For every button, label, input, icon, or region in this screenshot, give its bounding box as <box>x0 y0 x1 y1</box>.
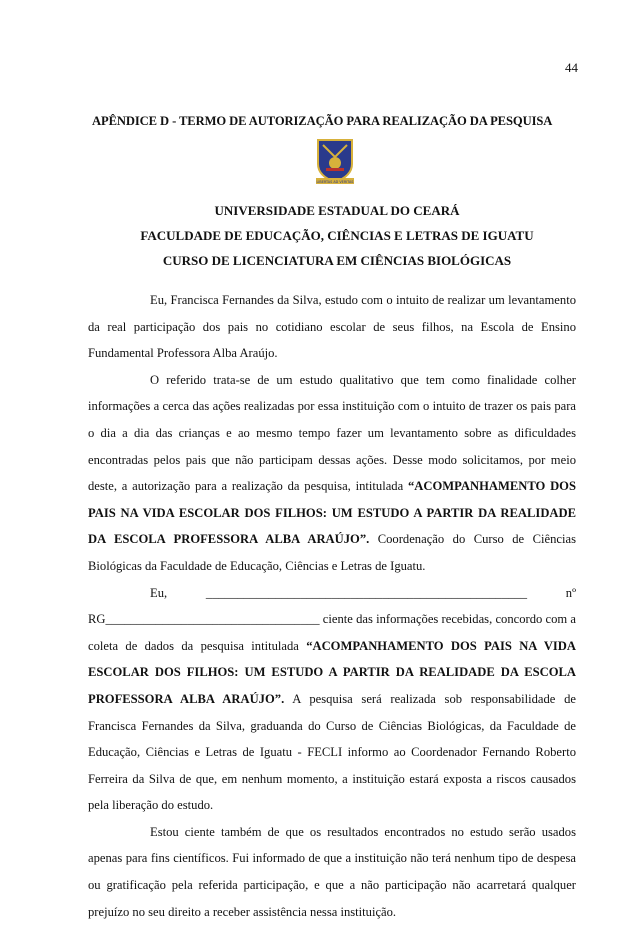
university-crest-icon <box>314 138 356 186</box>
paragraph-3-text-a: Eu, ___________________________________________________ nº RG__________________________________ ciente das informações recebidas, concordo com a coleta de dados da pesquisa intitulada <box>88 585 576 653</box>
course-heading: CURSO DE LICENCIATURA EM CIÊNCIAS BIOLÓGICAS <box>162 253 512 268</box>
research-title-1: “ACOMPANHAMENTO DOS PAIS NA VIDA ESCOLAR DOS FILHOS: UM ESTUDO A PARTIR DA REALIDADE DA ESCOLA PROFESSORA ALBA ARAÚJO”. <box>88 479 576 547</box>
paragraph-1: Eu, Francisca Fernandes da Silva, estudo com o intuito de realizar um levantamento da real participação dos pais no cotidiano escolar de seus filhos, na Escola de Ensino Fundamental Professora Alba Araújo. <box>88 293 576 361</box>
university-heading: UNIVERSIDADE ESTADUAL DO CEARÁ <box>214 203 460 218</box>
research-title-2: “ACOMPANHAMENTO DOS PAIS NA VIDA ESCOLAR DOS FILHOS: UM ESTUDO A PARTIR DA REALIDADE DA ESCOLA PROFESSORA ALBA ARAÚJO”. <box>88 638 576 706</box>
page-number: 44 <box>565 60 578 75</box>
paragraph-4: Estou ciente também de que os resultados encontrados no estudo serão usados apenas para fins científicos. Fui informado de que a instituição não terá nenhum tipo de despesa ou gratificação pela referida participação, e que a não participação não acarretará qualquer prejuízo no seu direito a receber assistência nessa instituição. <box>88 824 576 919</box>
paragraph-3-text-b: A pesquisa será realizada sob responsabilidade de Francisca Fernandes da Silva, graduanda do Curso de Ciências Biológicas, da Faculdade de Educação, Ciências e Letras de Iguatu - FECLI informo ao Coordenador Fernando Roberto Ferreira da Silva de que, em nenhum momento, a instituição estará exposta a riscos causados pela liberação do estudo. <box>88 691 576 813</box>
paragraph-2 <box>88 367 576 580</box>
document-body <box>88 287 576 925</box>
paragraph-3 <box>88 580 576 819</box>
crest-banner-text: LIBERTAS AD VERITAS <box>316 180 354 184</box>
paragraph-2-text-b: Coordenação do Curso de Ciências Biológicas da Faculdade de Educação, Ciências e Letras de Iguatu. <box>88 532 576 573</box>
faculty-heading: FACULDADE DE EDUCAÇÃO, CIÊNCIAS E LETRAS DE IGUATU <box>140 228 534 243</box>
paragraph-2-text-a: O referido trata-se de um estudo qualitativo que tem como finalidade colher informações a cerca das ações realizadas por essa instituição com o intuito de trazer os pais para o dia a dia das crianças e ao mesmo tempo fazer um levantamento sobre as dificuldades encontradas pelos pais que não participam dessas ações. Desse modo solicitamos, por meio deste, a autorização para a realização da pesquisa, intitulada <box>88 372 576 494</box>
appendix-title: APÊNDICE D - TERMO DE AUTORIZAÇÃO PARA REALIZAÇÃO DA PESQUISA <box>92 114 553 128</box>
